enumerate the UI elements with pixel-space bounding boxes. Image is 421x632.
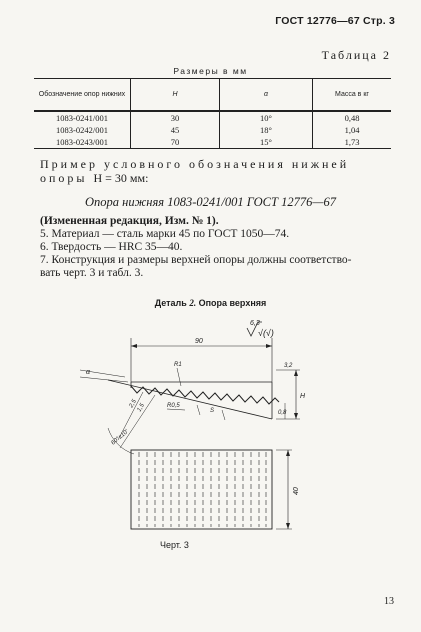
page-number: 13 — [384, 596, 394, 607]
table-row — [34, 111, 391, 124]
example-tail: H = 30 мм: — [93, 171, 149, 185]
example-spaced-text: Пример условного обозначения нижней опоры — [40, 157, 350, 185]
clause-7-cont: вать черт. 3 и табл. 3. — [40, 267, 144, 279]
table-row — [34, 124, 391, 136]
table-label: Таблица 2 — [321, 48, 391, 62]
roughness-symbol: √(√) — [258, 328, 274, 338]
header-mass: Масса в кг — [313, 79, 392, 112]
dim-length-label: 90 — [195, 338, 203, 345]
cell-alpha: 10° — [220, 111, 313, 124]
dim-angle-label: 60°±10' — [110, 428, 130, 447]
upper-support-drawing — [0, 310, 421, 540]
roughness-value: 6,3 — [250, 320, 260, 327]
header-designation: Обозначение опор нижних — [34, 79, 131, 112]
header-alpha: α — [220, 79, 313, 112]
cell-designation: 1083-0242/001 — [56, 125, 108, 135]
designation-example: Опора нижняя 1083-0241/001 ГОСТ 12776—67 — [85, 195, 336, 209]
units-caption: Размеры в мм — [173, 66, 248, 76]
dim-radius-label: R1 — [174, 362, 182, 368]
dim-alpha-label: α — [86, 369, 90, 376]
dimensions-table — [34, 78, 391, 149]
dim-r05-label: R0,5 — [167, 403, 180, 409]
clause-5: 5. Материал — сталь марки 45 по ГОСТ 1050—74. — [40, 228, 290, 240]
cell-mass: 1,04 — [313, 124, 392, 136]
table-header-row — [34, 79, 391, 112]
example-paragraph — [40, 157, 388, 185]
cell-h: 45 — [131, 124, 220, 136]
cell-designation: 1083-0241/001 — [56, 113, 108, 123]
dim-tooth-height-label: 0,8 — [278, 410, 287, 416]
cell-alpha: 15° — [220, 136, 313, 149]
dim-h-label: H — [300, 393, 306, 400]
amendment-note: (Измененная редакция, Изм. № 1). — [40, 215, 219, 227]
cell-designation: 1083-0243/001 — [34, 136, 131, 149]
cell-h: 70 — [131, 136, 220, 149]
dim-s-label: S — [210, 408, 215, 414]
figure-caption: Черт. 3 — [160, 540, 189, 550]
cell-mass: 0,48 — [313, 111, 392, 124]
detail-caption: Деталь 2. Опора верхняя — [154, 298, 267, 308]
dim-right-label: 3,2 — [284, 363, 293, 369]
cell-alpha: 18° — [220, 124, 313, 136]
dim-width-label: 40 — [293, 487, 300, 495]
dim-angle-c-label: 1,5 — [136, 402, 146, 413]
clause-list — [40, 215, 390, 280]
cell-mass: 1,73 — [313, 136, 392, 149]
clause-6: 6. Твердость — HRC 35—40. — [40, 241, 183, 253]
dim-angle-b-label: 2,5 — [128, 398, 138, 409]
clause-7: 7. Конструкция и размеры верхней опоры должны соответство- — [40, 254, 352, 266]
page-header: ГОСТ 12776—67 Стр. 3 — [275, 15, 395, 27]
cell-h: 30 — [131, 111, 220, 124]
table-row — [34, 136, 391, 149]
header-h: H — [131, 79, 220, 112]
